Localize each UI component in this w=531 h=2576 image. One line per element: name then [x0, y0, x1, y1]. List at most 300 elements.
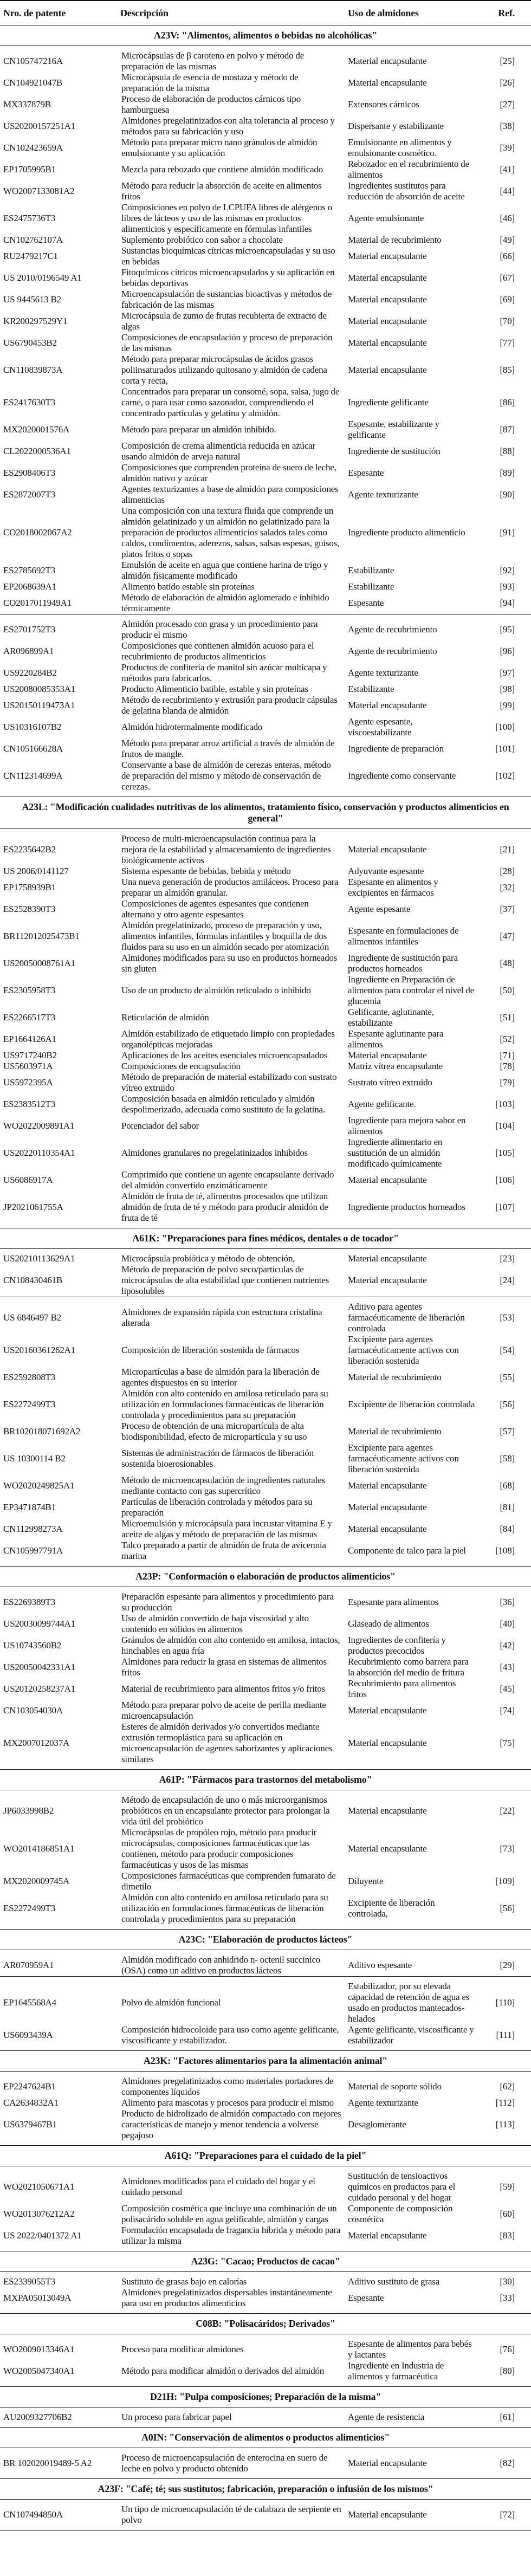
- reference-cell: [50]: [500, 985, 515, 995]
- patent-number-cell: US 10300114 B2: [3, 1453, 66, 1464]
- reference-cell: [96]: [500, 646, 515, 656]
- section-title: A23L: "Modificación cualidades nutritivas de los alimentos, tratamiento físico, conservación y productos alimenticios en general": [0, 797, 531, 829]
- table-row: [0, 2108, 531, 2146]
- patent-number-cell: EP1705995B1: [3, 164, 56, 174]
- description-cell: Composición basada en almidón reticulado y almidón despolimerizado, adecuada como sustituto de la gelatina.: [121, 1093, 325, 1115]
- section-title: D21H: "Pulpa composiciones; Preparación de la misma": [0, 2387, 531, 2407]
- reference-cell: [75]: [500, 1738, 515, 1748]
- reference-cell: [101]: [495, 743, 515, 754]
- reference-cell: [43]: [500, 1662, 515, 1672]
- reference-cell: [103]: [495, 1099, 515, 1109]
- description-cell: Una nueva generación de productos amiláceos. Proceso para preparar un almidón granular.: [121, 877, 339, 898]
- patent-number-cell: US20210113629A1: [3, 1253, 75, 1264]
- description-cell: Composición cosmética que incluye una combinación de un polisacárido soluble en agua gelificable, almidón y cargas: [121, 2203, 337, 2224]
- starch-use-cell: Espesante en alimentos y excipientes en fármacos: [348, 877, 438, 898]
- description-cell: Material de recubrimiento para alimentos fritos y/o fritos: [121, 1684, 325, 1694]
- description-cell: Fitoquímicos cítricos microencapsulados y su aplicación en bebidas deportivas: [121, 267, 335, 288]
- reference-cell: [91]: [500, 527, 515, 538]
- reference-cell: [66]: [500, 251, 515, 261]
- starch-use-cell: Material encapsulante: [348, 365, 427, 375]
- patent-number-cell: US6086917A: [3, 1175, 53, 1185]
- table-row: [0, 695, 531, 716]
- patent-number-cell: MX2020009745A: [3, 1876, 70, 1886]
- reference-cell: [57]: [500, 1426, 515, 1436]
- description-cell: Sustituto de grasas bajo en calorías: [121, 2276, 247, 2287]
- patent-number-cell: ES2872007T3: [3, 489, 56, 500]
- starch-use-cell: Ingrediente producto alimenticio: [348, 527, 465, 538]
- reference-cell: [59]: [500, 2182, 515, 2192]
- starch-use-cell: Ingrediente de sustitución: [348, 446, 441, 456]
- section-header-row: [0, 1770, 531, 1790]
- starch-use-cell: Espesante: [348, 468, 384, 478]
- patent-number-cell: RU2479217C1: [3, 251, 58, 261]
- patent-number-cell: ES2269389T3: [3, 1597, 56, 1607]
- starch-use-cell: Espesante: [348, 2293, 384, 2303]
- starch-use-cell: Ingrediente de sustitución para productos horneados: [348, 953, 458, 974]
- reference-cell: [89]: [500, 468, 515, 478]
- description-cell: Micropartículas a base de almidón para la liberación de agentes dispuestos en su interior: [121, 1367, 320, 1388]
- starch-use-cell: Espesante aglutinante para alimentos: [348, 1028, 444, 1050]
- table-row: [0, 354, 531, 386]
- description-cell: Partículas de liberación controlada y métodos para su preparación: [121, 1497, 313, 1518]
- description-cell: Proceso de elaboración de productos cárnicos tipo hamburguesa: [121, 94, 301, 115]
- table-row: [0, 614, 531, 641]
- description-cell: Reticulación de almidón: [121, 1012, 209, 1022]
- starch-use-cell: Material encapsulante: [348, 1275, 427, 1285]
- table-row: [0, 1721, 531, 1770]
- starch-use-cell: Espesante de alimentos para bebés y lactantes: [348, 2339, 472, 2360]
- reference-cell: [70]: [500, 316, 515, 326]
- starch-use-cell: Material encapsulante: [348, 1705, 427, 1716]
- description-cell: Uso de un producto de almidón reticulado o inhibido: [121, 985, 311, 995]
- reference-cell: [22]: [500, 1805, 515, 1816]
- patent-number-cell: EP3471874B1: [3, 1502, 56, 1512]
- description-cell: Método para preparar micro nano gránulos de almidón emulsionante y su aplicación: [121, 137, 318, 158]
- patent-number-cell: US20030099744A1: [3, 1619, 76, 1629]
- table-row: [0, 1540, 531, 1567]
- starch-use-cell: Diluyente: [348, 1876, 384, 1886]
- table-row: [0, 159, 531, 180]
- reference-cell: [60]: [500, 2209, 515, 2219]
- table-header: [0, 1, 531, 25]
- reference-cell: [69]: [500, 294, 515, 305]
- table-row: [0, 419, 531, 441]
- description-cell: Productos de confitería de manitol sin azúcar multicapa y métodos para fabricarlos.: [121, 662, 327, 683]
- starch-use-cell: Material de recubrimiento: [348, 235, 442, 245]
- description-cell: Producto de hidrolizado de almidón compactado con mejores características de manejo y menor tendencia a volverse pegajoso: [121, 2108, 341, 2140]
- reference-cell: [53]: [479, 1297, 531, 1335]
- starch-use-cell: Desaglomerante: [348, 2119, 406, 2130]
- table-row: [0, 2166, 531, 2204]
- table-row: [0, 462, 531, 484]
- section-header-row: [0, 2314, 531, 2334]
- patent-number-cell: CN112998273A: [3, 1524, 63, 1534]
- description-cell: Composiciones que contienen almidón acuoso para el recubrimiento de productos alimenticios: [121, 640, 314, 662]
- starch-use-cell: Agente de resistencia: [348, 2412, 425, 2422]
- starch-use-cell: Ingredientes de confitería y productos precocidos: [348, 1635, 446, 1656]
- description-cell: Almidones de expansión rápida con estructura cristalina alterada: [117, 1297, 345, 1335]
- reference-cell: [27]: [500, 99, 515, 109]
- description-cell: Preparación espesante para alimentos y procedimiento para su producción: [121, 1591, 334, 1613]
- patent-number-cell: MXPA05013049A: [3, 2293, 72, 2303]
- table-row: [0, 1050, 531, 1061]
- reference-cell: [73]: [500, 1843, 515, 1854]
- patent-number-cell: ES2528390T3: [3, 904, 56, 914]
- patent-number-cell: US 2006/0141127: [3, 866, 69, 876]
- section-header-row: [0, 1930, 531, 1950]
- table-row: [0, 829, 531, 866]
- description-cell: Producto Alimenticio batible, estable y sin proteínas: [121, 684, 308, 694]
- table-row: [0, 1518, 531, 1540]
- section-header-row: [0, 2479, 531, 2500]
- reference-cell: [62]: [500, 2081, 515, 2092]
- starch-use-cell: Material encapsulante: [348, 2230, 427, 2241]
- reference-cell: [78]: [500, 1061, 515, 1071]
- starch-use-cell: Ingrediente gelificante: [348, 397, 429, 407]
- starch-use-cell: Excipiente de liberación controlada: [348, 1399, 475, 1409]
- description-cell: Esteres de almidón derivados y/o convertidos mediante extrusión termoplástica para su aplicación en microencapsulación de agentes saborizantes y aplicaciones similares: [121, 1721, 333, 1764]
- patent-number-cell: WO2022009891A1: [3, 1121, 75, 1131]
- reference-cell: [85]: [500, 365, 515, 375]
- reference-cell: [30]: [500, 2276, 515, 2287]
- reference-cell: [110]: [479, 1977, 531, 2025]
- starch-use-cell: Espesante, estabilizante y gelificante: [348, 419, 439, 440]
- description-cell: Método para preparar arroz artificial a través de almidón de frutos de mangle.: [121, 738, 335, 759]
- reference-cell: [42]: [500, 1640, 515, 1651]
- reference-cell: [56]: [500, 1903, 515, 1913]
- description-cell: Proceso de microencapsulación de enterocina en suero de leche en polvo y producto obtenido: [121, 2452, 328, 2474]
- table-row: [0, 1442, 531, 1475]
- reference-cell: [38]: [500, 121, 515, 131]
- reference-cell: [98]: [500, 684, 515, 694]
- starch-use-cell: Excipiente para agentes farmacéuticamente activos con liberación sostenida: [348, 1334, 459, 1366]
- reference-cell: [72]: [479, 2500, 531, 2530]
- patent-number-cell: WO2021050671A1: [3, 2182, 75, 2192]
- starch-use-cell: Ingrediente productos horneados: [348, 1202, 465, 1212]
- reference-cell: [71]: [500, 1050, 515, 1060]
- reference-cell: [40]: [500, 1619, 515, 1629]
- patent-number-cell: US 2010/0196549 A1: [3, 273, 82, 283]
- table-row: [0, 738, 531, 760]
- table-row: [0, 2272, 531, 2288]
- patent-number-cell: US 2022/0401372 A1: [3, 2230, 82, 2241]
- patent-number-cell: US9717240B2: [3, 1050, 57, 1060]
- section-header-row: [0, 2428, 531, 2448]
- section-header-row: [0, 797, 531, 829]
- reference-cell: [109]: [495, 1876, 515, 1886]
- starch-use-cell: Ingrediente para mejora sabor en alimentos: [348, 1115, 466, 1136]
- starch-use-cell: Material encapsulante: [348, 316, 427, 326]
- description-cell: Método para modificar almidón o derivados del almidón: [121, 2366, 325, 2376]
- table-row: [0, 310, 531, 332]
- patent-number-cell: US6790453B2: [3, 338, 57, 348]
- starch-use-cell: Estabilizador, por su elevada capacidad de retención de agua es usado en productos mantecados-helados: [345, 1977, 479, 2025]
- patent-number-cell: BR112012025473B1: [3, 931, 80, 941]
- patent-number-cell: US20160361262A1: [3, 1345, 76, 1355]
- patent-number-cell: EP1645568A4: [0, 1977, 117, 2025]
- starch-use-cell: Material de soporte sólido: [348, 2081, 442, 2092]
- patent-number-cell: WO2007133081A2: [3, 186, 75, 196]
- patent-number-cell: WO2020249825A1: [3, 1480, 75, 1491]
- patent-number-cell: CO2018002067A2: [3, 527, 72, 538]
- reference-cell: [111]: [496, 2030, 515, 2040]
- description-cell: Composiciones de agentes espesantes que contienen alternano y otro agente espesantes: [121, 898, 309, 920]
- reference-cell: [84]: [500, 1524, 515, 1534]
- description-cell: Proceso para modificar almidones: [121, 2344, 244, 2354]
- reference-cell: [36]: [500, 1597, 515, 1607]
- description-cell: Suplemento probiótico con sabor a chocolate: [121, 235, 283, 245]
- description-cell: Proceso de obtención de una micropartícula de alta biodisponibilidad, efecto de micropartícula y su uso: [121, 1421, 307, 1442]
- description-cell: Emulsión de aceite en agua que contiene harina de trigo y almidón físicamente modificado: [121, 560, 328, 581]
- reference-cell: [104]: [495, 1121, 515, 1131]
- section-header-row: [0, 2051, 531, 2072]
- section-title: A23V: "Alimentos, alimentos o bebidas no alcohólicas": [0, 25, 531, 46]
- reference-cell: [45]: [500, 1684, 515, 1694]
- starch-use-cell: Sustrato vítreo extruido: [348, 1077, 432, 1088]
- description-cell: Una composición con una textura fluida que comprende un almidón gelatinizado y un almidón no gelatinizado para la preparación de productos alimenticios salados tales como caldos, condimentos, aderezos, salsas, salsas espesas, guisos, platos fritos o sopas: [121, 506, 340, 559]
- patent-number-cell: US5972395A: [3, 1077, 53, 1088]
- patent-number-cell: ES2266517T3: [3, 1012, 56, 1022]
- starch-use-cell: Material encapsulante: [348, 294, 427, 305]
- reference-cell: [77]: [500, 338, 515, 348]
- section-title: A23G: "Cacao; Productos de cacao": [0, 2251, 531, 2272]
- description-cell: Almidones para reducir la grasa en sistemas de alimentos fritos: [121, 1656, 327, 1678]
- reference-cell: [80]: [500, 2366, 515, 2376]
- patent-number-cell: US20200157251A1: [3, 121, 76, 131]
- description-cell: Microemulsión y microcápsula para incrustar vitamina E y aceite de algas y método de preparación de las mismas: [121, 1518, 332, 1539]
- table-row: [0, 1497, 531, 1518]
- starch-use-cell: Adyuvante espesante: [348, 866, 424, 876]
- table-row: [0, 640, 531, 662]
- reference-cell: [48]: [500, 958, 515, 968]
- patent-number-cell: US20220110354A1: [3, 1148, 75, 1158]
- starch-use-cell: Material encapsulante: [348, 844, 427, 855]
- patent-number-cell: EP1664126A1: [3, 1034, 56, 1044]
- patent-number-cell: BR102018071692A2: [3, 1426, 81, 1436]
- table-row: [0, 2098, 531, 2108]
- table-row: [0, 506, 531, 560]
- description-cell: Un tipo de microencapsulación té de calabaza de serpiente en polvo: [117, 2500, 345, 2530]
- starch-use-cell: Agente gelificante.: [348, 1099, 416, 1109]
- reference-cell: [88]: [500, 446, 515, 456]
- starch-use-cell: Espesante para alimentos: [348, 1597, 439, 1607]
- description-cell: Aplicaciones de los aceites esenciales microencapsulados: [121, 1050, 328, 1060]
- table-row: [0, 953, 531, 974]
- description-cell: Composiciones farmacéuticas que comprenden fumarato de dimetilo: [121, 1870, 336, 1892]
- patent-number-cell: EP1758939B1: [3, 882, 56, 892]
- table-row: [0, 94, 531, 115]
- reference-cell: [67]: [500, 273, 515, 283]
- patent-number-cell: US 9445613 B2: [3, 294, 61, 305]
- starch-use-cell: Ingredientes sustitutos para reducción de absorción de aceite: [348, 180, 465, 202]
- patent-number-cell: US10743560B2: [3, 1640, 62, 1651]
- reference-cell: [94]: [500, 598, 515, 608]
- patent-number-cell: US20120258237A1: [3, 1684, 76, 1694]
- reference-cell: [33]: [500, 2293, 515, 2303]
- description-cell: Método de preparación de material estabilizado con sustrato vítreo extruido: [121, 1072, 337, 1093]
- starch-use-cell: Agente de recubrimiento: [345, 614, 479, 641]
- description-cell: Composición de crema alimenticia reducida en azúcar usando almidón de arveja natural: [121, 441, 315, 462]
- table-row: [0, 1475, 531, 1497]
- starch-use-cell: Agente texturizante: [348, 668, 418, 678]
- patent-number-cell: CN102423659A: [3, 143, 63, 153]
- description-cell: Microcápsula probiótica y método de obtención,: [121, 1253, 295, 1264]
- description-cell: Almidones granulares no pregelatinizados inhibidos: [121, 1148, 308, 1158]
- starch-use-cell: Extensores cárnicos: [348, 99, 419, 109]
- description-cell: Concentrados para preparar un consomé, sopa, salsa, jugo de carne, o para usar como sazonador, comprendiendo el concentrado partículas y gelatina y almidón.: [121, 386, 340, 418]
- column-header-patent: Nro. de patente: [0, 1, 117, 25]
- description-cell: Microcápsula de esencia de mostaza y método de preparación de la misma: [121, 72, 299, 93]
- starch-use-cell: Aditivo sustituto de grasa: [348, 2276, 440, 2287]
- starch-use-cell: Estabilizante: [348, 581, 394, 592]
- reference-cell: [68]: [500, 1480, 515, 1491]
- table-row: [0, 592, 531, 614]
- table-row: [0, 1264, 531, 1297]
- table-row: [0, 1388, 531, 1421]
- reference-cell: [37]: [500, 904, 515, 914]
- description-cell: Almidones pregelatinizados como materiales portadores de componentes líquidos: [121, 2076, 334, 2097]
- patent-number-cell: US6093439A: [3, 2030, 53, 2040]
- table-row: [0, 2500, 531, 2530]
- reference-cell: [102]: [495, 771, 515, 781]
- description-cell: Uso de almidón convertido de baja viscosidad y alto contenido en sólidos en alimentos: [121, 1613, 309, 1634]
- column-header-use: Uso de almidones: [345, 1, 479, 25]
- patent-number-cell: CN104921047B: [3, 77, 63, 88]
- column-header-ref: Ref.: [479, 1, 531, 25]
- description-cell: Almidones pregelatinizados con alta tolerancia al proceso y métodos para su fabricación y uso: [121, 115, 335, 137]
- patent-number-cell: US9220284B2: [3, 668, 57, 678]
- reference-cell: [100]: [495, 722, 515, 732]
- reference-cell: [113]: [495, 2119, 515, 2130]
- section-title: A23K: "Factores alimentarios para la alimentación animal": [0, 2051, 531, 2072]
- starch-use-cell: Emulsionante en alimentos y emulsionante cosmético.: [348, 137, 452, 158]
- section-header-row: [0, 2146, 531, 2166]
- reference-cell: [112]: [495, 2098, 515, 2108]
- patent-number-cell: WO2005047340A1: [3, 2366, 75, 2376]
- patent-number-cell: CN105997791A: [3, 1545, 63, 1556]
- patent-number-cell: CN105166628A: [3, 743, 63, 754]
- patent-number-cell: ES2908406T3: [3, 468, 56, 478]
- reference-cell: [95]: [479, 614, 531, 641]
- section-title: A23F: "Café; té; sus sustitutos; fabricación, preparación o infusión de los mismos": [0, 2479, 531, 2500]
- table-row: [0, 1790, 531, 1828]
- patent-number-cell: WO2013076212A2: [3, 2209, 75, 2219]
- table-row: [0, 386, 531, 419]
- starch-use-cell: Agente espesante, viscoestabilizante: [348, 716, 413, 737]
- starch-use-cell: Material encapsulante: [348, 338, 427, 348]
- reference-cell: [49]: [500, 235, 515, 245]
- reference-cell: [93]: [500, 581, 515, 592]
- patent-number-cell: ES2339055T3: [3, 2276, 56, 2287]
- section-title: A0IN: "Conservación de alimentos o productos alimenticios": [0, 2428, 531, 2448]
- starch-use-cell: Material de recubrimiento: [348, 1426, 442, 1436]
- table-row: [0, 484, 531, 506]
- starch-use-cell: Material encapsulante: [345, 2500, 479, 2530]
- table-row: [0, 1700, 531, 1721]
- description-cell: Polvo de almidón funcional: [117, 1977, 345, 2025]
- description-cell: Composiciones de encapsulación y proceso de preparación de las mismas: [121, 332, 333, 353]
- table-row: [0, 72, 531, 94]
- description-cell: Método de elaboración de almidón aglomerado e inhibido térmicamente: [121, 592, 329, 613]
- starch-use-cell: Estabilizante: [348, 565, 394, 575]
- starch-use-cell: Material encapsulante: [348, 77, 427, 88]
- patent-number-cell: US20080085353A1: [3, 684, 76, 694]
- reference-cell: [81]: [500, 1502, 515, 1512]
- description-cell: Sistema espesante de bebidas, bebida y método: [121, 866, 291, 876]
- table-row: [0, 2024, 531, 2051]
- starch-use-cell: Material encapsulante: [348, 1175, 427, 1185]
- starch-use-cell: Material encapsulante: [348, 1050, 427, 1060]
- description-cell: Composición de liberación sostenida de fármacos: [121, 1345, 300, 1355]
- reference-cell: [46]: [500, 213, 515, 223]
- section-title: A23C: "Elaboración de productos lácteos": [0, 1930, 531, 1950]
- table-row: [0, 662, 531, 684]
- patent-number-cell: ES2383512T3: [3, 1099, 56, 1109]
- starch-use-cell: Glaseado de alimentos: [348, 1619, 429, 1629]
- starch-use-cell: Material encapsulante: [348, 1480, 427, 1491]
- table-row: [0, 202, 531, 235]
- patent-number-cell: US20150119473A1: [3, 700, 75, 710]
- section-header-row: [0, 1567, 531, 1587]
- starch-use-cell: Excipiente de liberación controlada,: [348, 1898, 435, 1919]
- starch-use-cell: Material encapsulante: [348, 1502, 427, 1512]
- table-body: [0, 25, 531, 2530]
- description-cell: Método para preparar microcápsulas de ácidos grasos poliinsaturados utilizando quitosano y almidón de cadena corta y recta,: [121, 354, 327, 386]
- starch-use-cell: Ingrediente en Preparación de alimentos para controlar el nivel de glucemia: [348, 974, 475, 1006]
- reference-cell: [76]: [500, 2344, 515, 2354]
- reference-cell: [28]: [500, 866, 515, 876]
- description-cell: Microcápsula de zumo de frutas recubierta de extracto de algas: [121, 310, 327, 332]
- reference-cell: [32]: [500, 882, 515, 892]
- table-row: [0, 2407, 531, 2428]
- description-cell: Método de encapsulación de uno o más microorganismos probióticos en un encapsulante protector para prolongar la vida útil del probiótico: [121, 1795, 330, 1827]
- starch-use-cell: Ingrediente en Industria de alimentos y farmacéutica: [348, 2360, 444, 2381]
- patent-number-cell: ES2785692T3: [3, 565, 56, 575]
- description-cell: Almidón modificado con anhidrido n- octenil succinico (OSA) como un aditivo en productos lácteos: [121, 1954, 321, 1976]
- table-row: [0, 289, 531, 310]
- reference-cell: [97]: [500, 668, 515, 678]
- description-cell: Método de microencapsulación de ingredientes naturales mediante contacto con gas supercrítico: [121, 1475, 325, 1496]
- table-row: [0, 716, 531, 738]
- starch-use-cell: Material encapsulante: [348, 700, 427, 710]
- table-row: [0, 898, 531, 920]
- table-row: [0, 2225, 531, 2251]
- table-row: [0, 2203, 531, 2225]
- reference-cell: [74]: [500, 1705, 515, 1716]
- table-row: [0, 560, 531, 581]
- description-cell: Composición hidrocoloide para uso como agente gelificante, viscosificante y estabilizador.: [121, 2024, 339, 2046]
- starch-use-cell: Material encapsulante: [348, 1253, 427, 1264]
- starch-use-cell: Ingrediente como conservante: [348, 771, 456, 781]
- table-row: [0, 1334, 531, 1367]
- table-row: [0, 866, 531, 877]
- description-cell: Sustancias bioquímicas cítricas microencapsuladas y su uso en bebidas: [121, 245, 335, 267]
- patent-number-cell: CL2022000536A1: [3, 446, 71, 456]
- table-row: [0, 441, 531, 462]
- column-header-description: Descripción: [117, 1, 345, 25]
- table-row: [0, 1115, 531, 1137]
- starch-use-cell: Material encapsulante: [348, 273, 427, 283]
- patent-number-cell: CN108430461B: [3, 1275, 63, 1285]
- section-title: A61Q: "Preparaciones para el cuidado de la piel": [0, 2146, 531, 2166]
- starch-use-cell: Componente de composición cosmética: [348, 2203, 453, 2224]
- patent-number-cell: ES2272499T3: [3, 1903, 56, 1913]
- description-cell: Almidón hidrotermalmente modificado: [121, 722, 263, 732]
- description-cell: Formulación encapsulada de fragancia híbrida y método para utilizar la misma: [121, 2225, 341, 2246]
- description-cell: Almidón pregelatinizado, proceso de preparación y uso, alimentos infantiles, fórmulas infantiles y boquilla de dos fluidos para su uso en un almidón secado por atomización: [121, 920, 329, 952]
- description-cell: Almidones modificados para su uso en productos horneados sin gluten: [121, 953, 338, 974]
- section-title: A61K: "Preparaciones para fines médicos, dentales o de tocador": [0, 1228, 531, 1249]
